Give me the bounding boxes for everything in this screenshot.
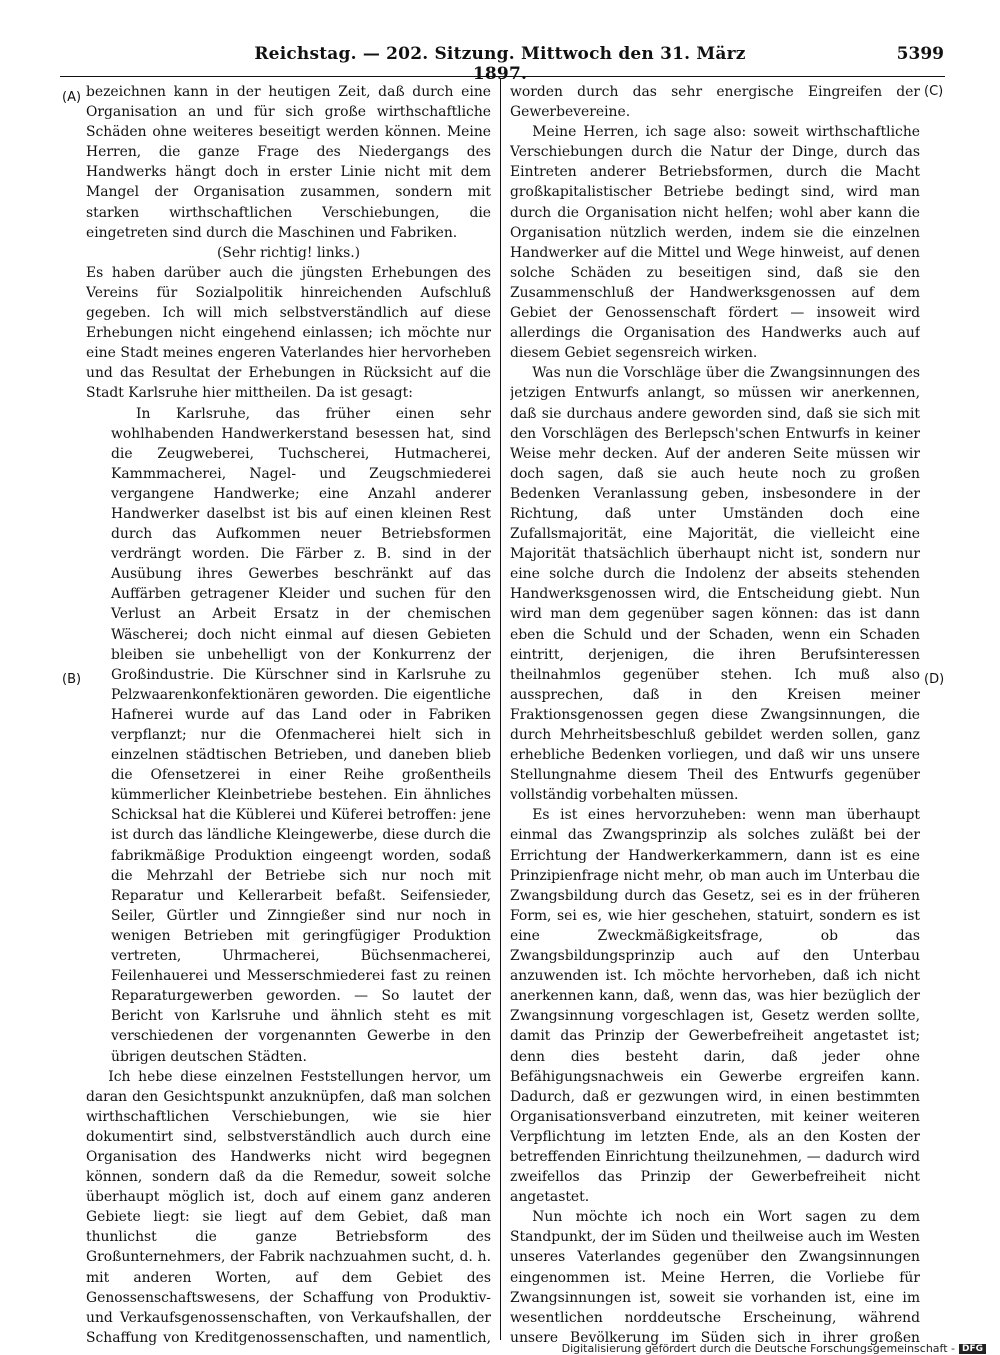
digitization-credit bbox=[562, 1342, 986, 1355]
paragraph: worden durch das sehr energische Eingreifen der Gewerbevereine. bbox=[510, 84, 920, 121]
interjection: (Sehr richtig! links.) bbox=[216, 244, 361, 261]
margin-marker-a: (A) bbox=[62, 90, 82, 105]
quoted-report: In Karlsruhe, das früher einen sehr wohlhabenden Handwerkerstand besessen hat, sind die Zeugweberei, Tuchscherei, Hutmacherei, Kammmacherei, Nagel- und Zeugschmiederei vergangene Handwerke; eine Anzahl anderer Handwerker daselbst ist bis auf einen kleinen Rest durch das Aufkommen neuer Betriebsformen verdrängt worden. Die Färber z. B. sind in der Ausübung ihres Gewerbes beschränkt auf das Auffärben getragener Kleider und suchen für den Verlust an Arbeit Ersatz in der chemischen Wäscherei; doch nicht einmal auf diesen Gebieten bleiben sie unbehelligt von der Konkurrenz der Großindustrie. Die Kürschner sind in Karlsruhe zu Pelzwaarenkonfektionären geworden. Die eigentliche Hafnerei wurde auf das Land oder in Fabriken verpflanzt; nur die Ofenmacherei hielt sich in einzelnen städtischen Betrieben, und daneben blieb die Ofensetzerei in einer Reihe großentheils kümmerlicher Kleinbetriebe bestehen. Ein ähnliches Schicksal hat die Küblerei und Küferei betroffen: jene ist durch das ländliche Kleingewerbe, diese durch die fabrikmäßige Produktion eingeengt worden, sodaß die Mehrzahl der Betriebe sich nur noch mit Reparatur und Kellerarbeit befaßt. Seifensieder, Seiler, Gürtler und Zinngießer sind nur noch in wenigen Betrieben mit geringfügiger Produktion vertreten, Uhrmacherei, Büchsenmacherei, Feilenhauerei und Messerschmiederei fast zu reinen Reparaturgewerben geworden. — So lautet der Bericht von Karlsruhe und ähnlich steht es mit verschiedenen der vorgenannten Gewerbe in den übrigen deutschen Städten. bbox=[111, 405, 491, 1065]
column-divider bbox=[500, 78, 501, 1340]
paragraph: Meine Herren, ich sage also: soweit wirthschaftliche Verschiebungen durch die Natur der Dinge, durch das Eintreten anderer Betriebsformen, durch die Macht großkapitalistischer Betriebe bedingt sind, wird man durch die Organisation nicht helfen; wohl aber kann die Organisation nützlich werden, indem sie die einzelnen Handwerker auf die Mittel und Wege hinweist, auf denen solche Schäden zu beseitigen sind, daß sie den Zusammenschluß der Handwerksgenossen auf dem Gebiet der Genossenschaft fördert — insoweit wird allerdings die Organisation des Handwerks auch auf diesem Gebiet segensreich wirken. bbox=[510, 124, 920, 362]
header-rule bbox=[60, 76, 945, 77]
paragraph: Ich hebe diese einzelnen Feststellungen hervor, um daran den Gesichtspunkt anzuknüpfen, daß man solchen wirthschaftlichen Verschiebungen, wie sie hier dokumentirt sind, selbstverständlich auch durch eine Organisation des Handwerks nicht wird begegnen können, sondern daß da die Remedur, soweit solche überhaupt möglich ist, doch auf einem ganz anderen Gebiete liegt: sie liegt auf dem Gebiet, daß man thunlichst die ganze Betriebsform des Großunternehmers, der Fabrik nachzuahmen sucht, d. h. mit anderen Worten, auf dem Gebiet des Genossenschaftswesens, der Schaffung von Produktiv- und Verkaufsgenossenschaften, von Verkaufshallen, der Schaffung von Kreditgenossenschaften, und namentlich, bbox=[86, 1068, 491, 1346]
credit-text: Digitalisierung gefördert durch die Deutsche Forschungsgemeinschaft - bbox=[561, 1342, 955, 1355]
page-header bbox=[0, 44, 1000, 84]
margin-marker-c: (C) bbox=[924, 84, 944, 99]
dfg-logo: DFG bbox=[959, 1344, 986, 1354]
paragraph: Es haben darüber auch die jüngsten Erhebungen des Vereins für Sozialpolitik hinreichenden Aufschluß gegeben. Ich will mich selbstverständlich auf diese Erhebungen nicht eingehend einlassen; ich möchte nur eine Stadt meines engeren Vaterlandes hier hervorheben und das Resultat der Erhebungen in Rücksicht auf die Stadt Karlsruhe hier mittheilen. Da ist gesagt: bbox=[86, 264, 491, 402]
paragraph: Nun möchte ich noch ein Wort sagen zu dem Standpunkt, der im Süden und theilweise auch im Westen unseres Vaterlandes gegenüber den Zwangsinnungen eingenommen ist. Meine Herren, die Vorliebe für Zwangsinnungen ist, soweit sie vorhanden ist, eine im wesentlichen norddeutsche Erscheinung, während unsere Bevölkerung im Süden sich in ihrer großen bbox=[510, 1209, 920, 1346]
page-number: 5399 bbox=[896, 44, 944, 64]
margin-marker-d: (D) bbox=[924, 672, 945, 687]
paragraph: Was nun die Vorschläge über die Zwangsinnungen des jetzigen Entwurfs anlangt, so müssen wir anerkennen, daß sie durchaus andere geworden sind, daß sie sich mit den Vorschlägen des Berlepsch'schen Entwurfs in keiner Weise mehr decken. Auf der anderen Seite müssen wir doch sagen, daß sie auch heute noch zu großen Bedenken Veranlassung geben, insbesondere in der Richtung, daß unter Umständen doch eine Zufallsmajorität, eine Majorität, die vielleicht eine Majorität thatsächlich überhaupt nicht ist, sondern nur eine solche durch die Indolenz der abseits stehenden Handwerksgenossen wird, die Entscheidung giebt. Nun wird man dem gegenüber sagen können: das ist dann eben die Schuld und der Schaden, wenn ein Schaden eintritt, derjenigen, die ihren Berufsinteressen theilnahmlos gegenüber stehen. Ich muß also aussprechen, daß in den Kreisen meiner Fraktionsgenossen gegen diese Zwangsinnungen, die durch Mehrheitsbeschluß gebildet werden sollen, ganz erhebliche Bedenken vorliegen, und daß wir uns unsere Stellungnahme diesem Theil des Entwurfs gegenüber vollständig vorbehalten müssen. bbox=[510, 365, 920, 804]
margin-marker-b: (B) bbox=[62, 672, 82, 687]
paragraph: bezeichnen kann in der heutigen Zeit, daß durch eine Organisation an und für sich große wirthschaftliche Schäden ohne weiteres beseitigt werden können. Meine Herren, die ganze Frage des Niedergangs des Handwerks hängt doch in erster Linie nicht mit dem Mangel der Organisation zusammen, sondern mit starken wirthschaftlichen Verschiebungen, die eingetreten sind durch die Maschinen und Fabriken. bbox=[86, 84, 491, 241]
paragraph: Es ist eines hervorzuheben: wenn man überhaupt einmal das Zwangsprinzip als solches zuläßt bei der Errichtung der Handwerkerkammern, dann ist es eine Prinzipienfrage nicht mehr, ob man auch im Unterbau die Zwangsbildung durch das Gesetz, sei es in der früheren Form, sei es, wie hier geschehen, statuirt, sondern es ist eine Zweckmäßigkeitsfrage, ob das Zwangsbildungsprinzip auch auf den Unterbau anzuwenden ist. Ich möchte hervorheben, daß ich nicht anerkennen kann, daß, wenn das, was hier bezüglich der Zwangsinnung vorgeschlagen ist, Gesetz werden sollte, damit das Prinzip der Gewerbefreiheit angetastet ist; denn dies besteht darin, daß jeder ohne Befähigungsnachweis ein Gewerbe ergreifen kann. Dadurch, daß er gezwungen wird, in einen bestimmten Organisationsverband einzutreten, mit keiner weiteren Verpflichtung im letzten Ende, als an den Kosten der betreffenden Einrichtung theilzunehmen, — dadurch wird zweifellos das Prinzip der Gewerbefreiheit nicht angetastet. bbox=[510, 807, 920, 1206]
right-column bbox=[510, 82, 920, 1350]
left-column bbox=[86, 82, 491, 1350]
running-title: Reichstag. — 202. Sitzung. Mittwoch den 31. März 1897. bbox=[254, 44, 746, 84]
